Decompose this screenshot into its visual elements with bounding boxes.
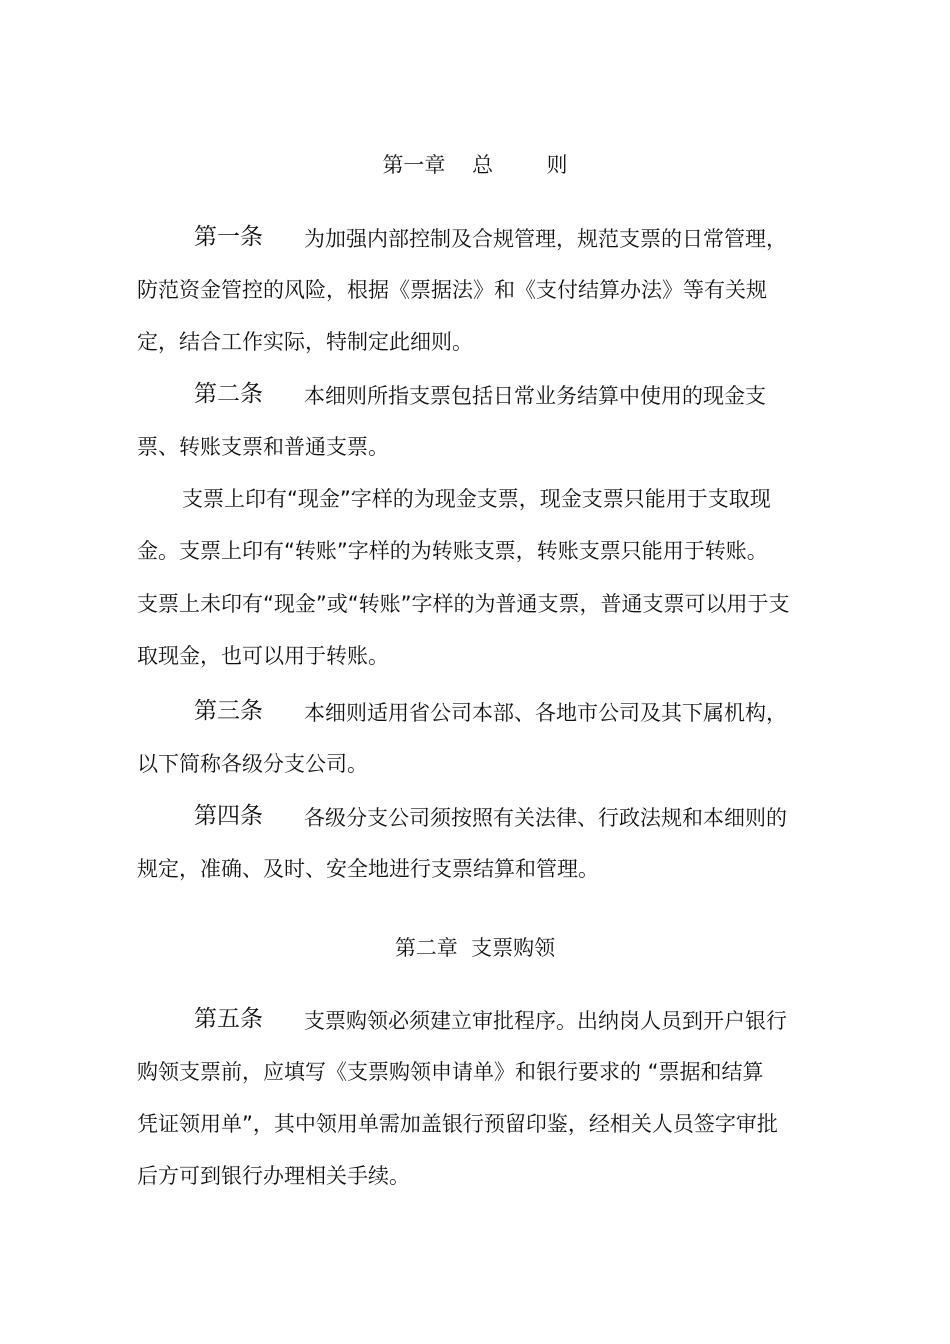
article-1-line-3: 定，结合工作实际，特制定此细则。 — [137, 330, 473, 354]
article-1-line-1: 为加强内部控制及合规管理，规范支票的日常管理， — [304, 227, 787, 251]
chapter-1-heading: 第一章 总 则 — [382, 153, 568, 177]
article-2-para2-line-3: 支票上未印有“现金”或“转账”字样的为普通支票，普通支票可以用于支 — [137, 592, 790, 616]
article-4-line-1: 各级分支公司须按照有关法律、行政法规和本细则的 — [304, 806, 787, 830]
article-2-para2-line-2: 金。支票上印有“转账”字样的为转账支票，转账支票只能用于转账。 — [137, 539, 768, 563]
article-2-para2-line-1: 支票上印有“现金”字样的为现金支票，现金支票只能用于支取现 — [182, 487, 771, 511]
article-5-line-1: 支票购领必须建立审批程序。出纳岗人员到开户银行 — [304, 1009, 787, 1033]
article-2-label: 第二条 — [194, 381, 263, 407]
article-4-label: 第四条 — [194, 803, 263, 829]
article-5-line-3: 凭证领用单”，其中领用单需加盖银行预留印鉴，经相关人员签字审批 — [137, 1112, 778, 1136]
article-3-line-1: 本细则适用省公司本部、各地市公司及其下属机构， — [304, 701, 787, 725]
article-2-line-1: 本细则所指支票包括日常业务结算中使用的现金支 — [304, 384, 766, 408]
article-5-line-4: 后方可到银行办理相关手续。 — [137, 1164, 410, 1188]
article-3-line-2: 以下简称各级分支公司。 — [137, 752, 368, 776]
article-1-label: 第一条 — [194, 224, 263, 250]
article-5-label: 第五条 — [194, 1006, 263, 1032]
article-2-para2-line-4: 取现金，也可以用于转账。 — [137, 644, 389, 668]
chapter-2-heading: 第二章 支票购领 — [394, 936, 556, 960]
article-3-label: 第三条 — [194, 698, 263, 724]
article-1-line-2: 防范资金管控的风险，根据《票据法》和《支付结算办法》等有关规 — [137, 278, 767, 302]
article-2-line-2: 票、转账支票和普通支票。 — [137, 435, 389, 459]
article-4-line-2: 规定，准确、及时、安全地进行支票结算和管理。 — [137, 857, 599, 881]
article-5-line-2: 购领支票前，应填写《支票购领申请单》和银行要求的 “票据和结算 — [137, 1060, 764, 1084]
